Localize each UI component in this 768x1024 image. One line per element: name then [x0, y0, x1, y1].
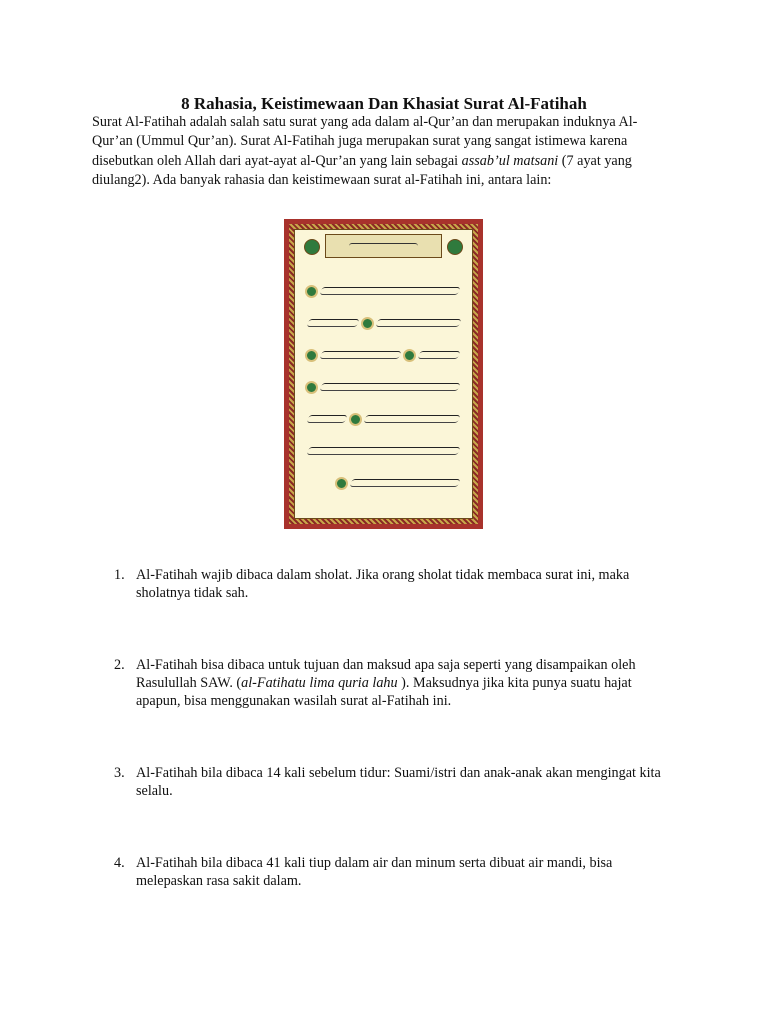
list-item-text-end: ). Maksudnya jika kita punya suatu hajat apapun, bisa menggunakan wasilah surat al-Fatihah ini. [136, 675, 632, 709]
verse-line [305, 440, 462, 462]
verse-line [305, 280, 462, 302]
list-item-number: 1. [114, 567, 125, 583]
list-item-text [136, 656, 674, 710]
verse-line [335, 472, 462, 494]
ayah-marker-icon [305, 349, 318, 362]
intro-paragraph [92, 113, 677, 191]
list-item-number: 3. [114, 765, 125, 781]
calligraphy-line [320, 351, 402, 359]
ayah-marker-icon [403, 349, 416, 362]
ayah-marker-icon [305, 285, 318, 298]
ayah-marker-icon [349, 413, 362, 426]
calligraphy-line [320, 287, 461, 295]
calligraphy-line [307, 415, 348, 423]
calligraphy-line [418, 351, 461, 359]
list-item-text: Al-Fatihah wajib dibaca dalam sholat. Jika orang sholat tidak membaca surat ini, maka sholatnya tidak sah. [136, 567, 630, 601]
verse-line [305, 376, 462, 398]
list-item [114, 764, 674, 800]
list-item [114, 854, 674, 890]
verse-line [305, 344, 462, 366]
mushaf-page [294, 229, 473, 519]
intro-text-end: (7 ayat yang diulang2). Ada banyak rahasia dan keistimewaan surat al-Fatihah ini, antara lain: [92, 152, 632, 189]
calligraphy-line [375, 319, 460, 327]
calligraphy-line [307, 447, 461, 455]
calligraphy-line [307, 319, 359, 327]
list-item [114, 656, 674, 710]
verse-line [305, 312, 462, 334]
quran-page-illustration-icon [284, 219, 483, 529]
list-item [114, 566, 674, 602]
calligraphy-line [350, 479, 461, 487]
calligraphy-line [320, 383, 461, 391]
page-title: 8 Rahasia, Keistimewaan Dan Khasiat Surat Al-Fatihah [181, 94, 587, 113]
intro-emphasis: assab’ul matsani [461, 152, 559, 169]
list-item-number: 2. [114, 657, 125, 673]
list-item-number: 4. [114, 855, 125, 871]
surah-header-panel [325, 234, 442, 258]
intro-text: Surat Al-Fatihah adalah salah satu surat yang ada dalam al-Qur’an dan merupakan induknya Al-Qur’an (Ummul Qur’an). Surat Al-Fatihah juga merupakan surat yang sangat istimewa karena disebutkan oleh Allah dari ayat-ayat al-Qur’an yang lain sebagai [92, 114, 638, 169]
list-item-emphasis: al-Fatihatu lima quria lahu [241, 675, 398, 691]
surah-name-calligraphy [349, 243, 418, 249]
ayah-marker-icon [335, 477, 348, 490]
list-item-text: Al-Fatihah bila dibaca 41 kali tiup dalam air dan minum serta dibuat air mandi, bisa melepaskan rasa sakit dalam. [136, 855, 613, 889]
ayah-marker-icon [361, 317, 374, 330]
verse-line [305, 408, 462, 430]
calligraphy-line [363, 415, 460, 423]
ayah-marker-icon [305, 381, 318, 394]
list-item-text: Al-Fatihah bila dibaca 14 kali sebelum tidur: Suami/istri dan anak-anak akan mengingat kita selalu. [136, 765, 661, 799]
list-item-text-start: Al-Fatihah bisa dibaca untuk tujuan dan maksud apa saja seperti yang disampaikan oleh Rasulullah SAW. ( [136, 657, 636, 691]
mushaf-ornament-border [289, 224, 478, 524]
